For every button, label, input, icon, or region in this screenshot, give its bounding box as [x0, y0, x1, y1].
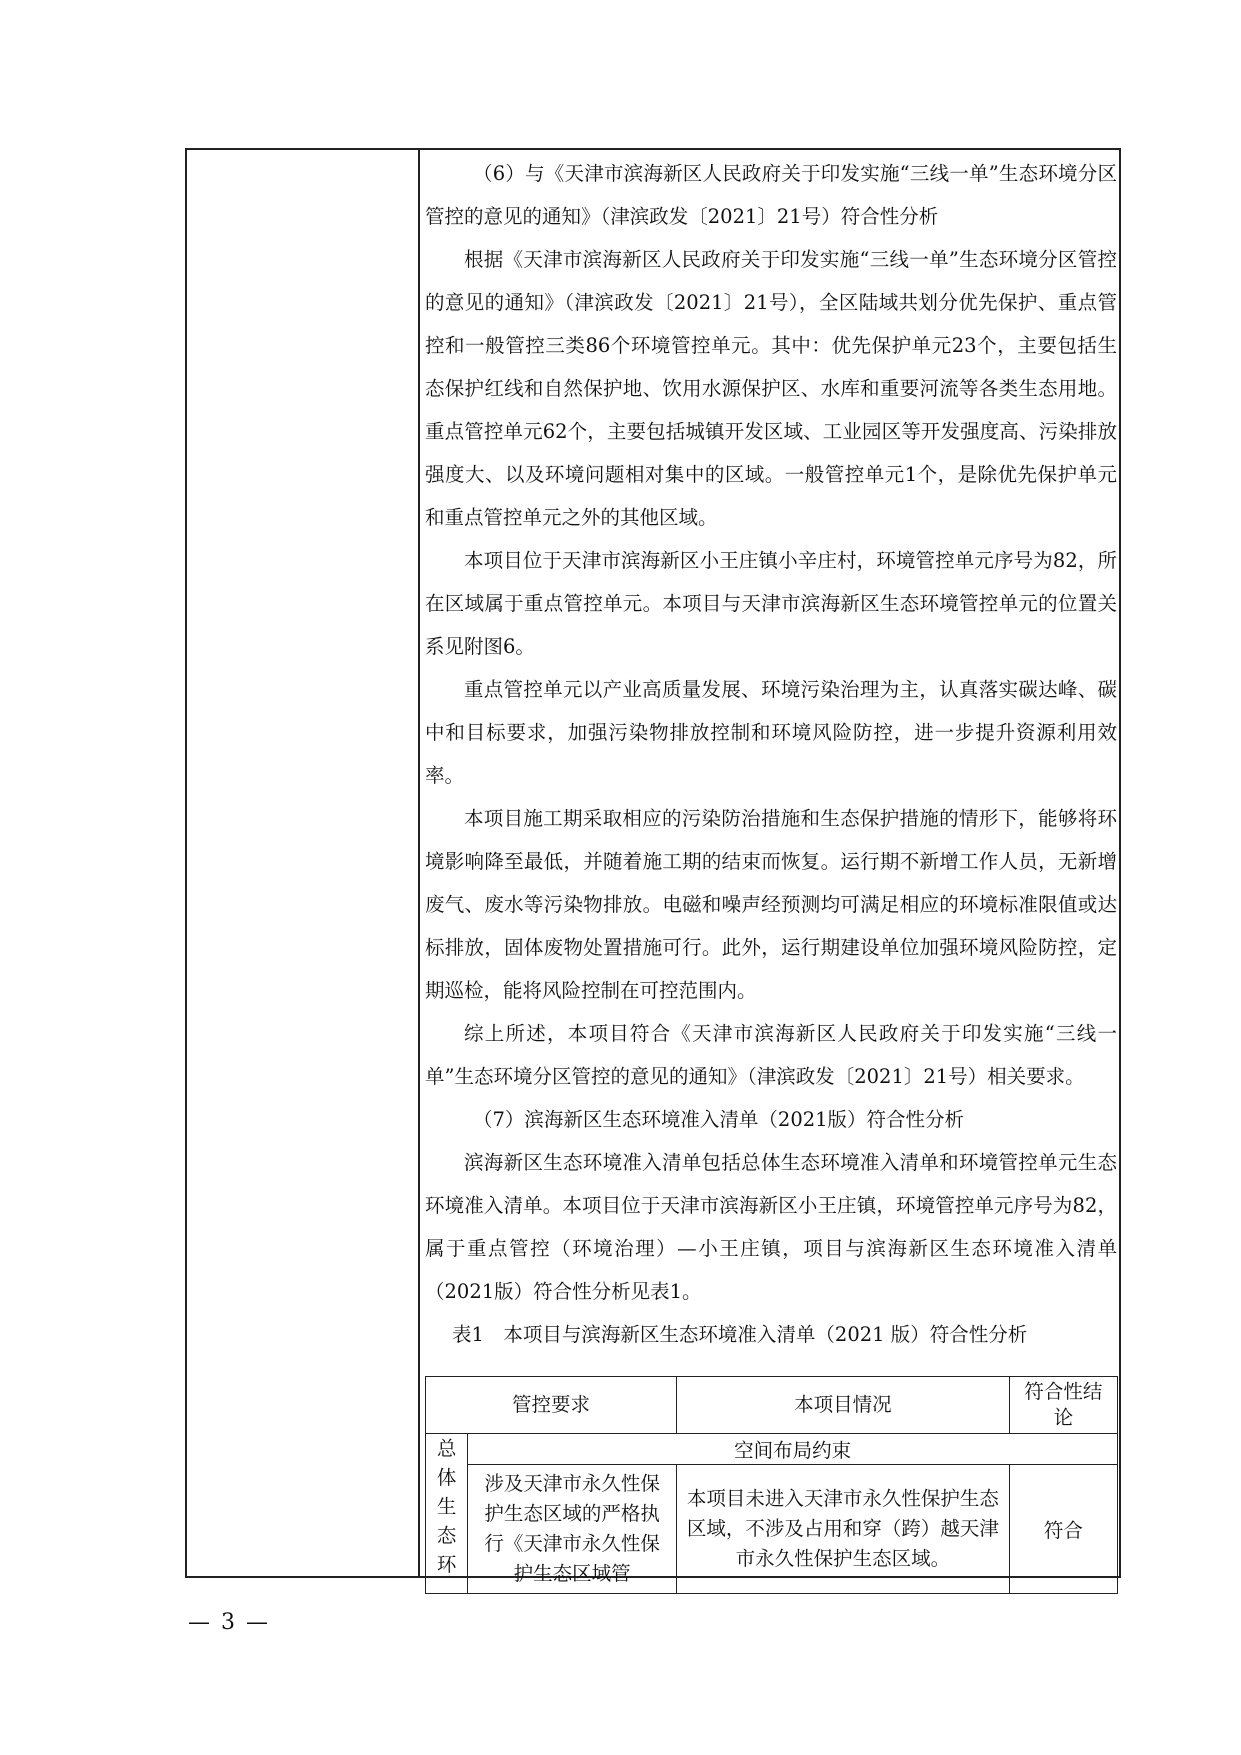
table-row	[426, 1465, 1118, 1594]
header-conclusion: 符合性结论	[1009, 1377, 1117, 1434]
section-title: 空间布局约束	[468, 1434, 1118, 1465]
content-column	[422, 152, 1119, 1356]
paragraph-heading-6: （6）与《天津市滨海新区人民政府关于印发实施“三线一单”生态环境分区管控的意见的通知》（津滨政发〔2021〕21号）符合性分析	[425, 162, 1117, 228]
left-label-column	[187, 150, 420, 1576]
paragraph-body: 本项目施工期采取相应的污染防治措施和生态保护措施的情形下，能够将环境影响降至最低，并随着施工期的结束而恢复。运行期不新增工作人员，无新增废气、废水等污染物排放。电磁和噪声经预测均可满足相应的环境标准限值或达标排放，固体废物处置措施可行。此外，运行期建设单位加强环境风险防控，定期巡检，能将风险控制在可控范围内。	[425, 807, 1117, 1002]
page-number: — 3 —	[188, 1610, 270, 1635]
paragraph-body: 综上所述，本项目符合《天津市滨海新区人民政府关于印发实施“三线一单”生态环境分区管控的意见的通知》（津滨政发〔2021〕21号）相关要求。	[425, 1022, 1117, 1088]
paragraph-body: 根据《天津市滨海新区人民政府关于印发实施“三线一单”生态环境分区管控的意见的通知》（津滨政发〔2021〕21号），全区陆域共划分优先保护、重点管控和一般管控三类86个环境管控单元。其中：优先保护单元23个，主要包括生态保护红线和自然保护地、饮用水源保护区、水库和重要河流等各类生态用地。重点管控单元62个，主要包括城镇开发区域、工业园区等开发强度高、污染排放强度大、以及环境问题相对集中的区域。一般管控单元1个，是除优先保护单元和重点管控单元之外的其他区域。	[425, 248, 1117, 529]
vertical-label: 总体生态环	[436, 1437, 457, 1576]
page-frame	[185, 148, 1121, 1585]
header-requirement: 管控要求	[426, 1377, 677, 1434]
table-header-row	[426, 1377, 1118, 1434]
cell-requirement: 涉及天津市永久性保护生态区域的严格执行《天津市永久性保护生态区域管	[468, 1465, 677, 1594]
table-caption: 表1 本项目与滨海新区生态环境准入清单（2021 版）符合性分析	[452, 1323, 1028, 1346]
vertical-label-cell	[426, 1434, 468, 1594]
paragraph-body: 滨海新区生态环境准入清单包括总体生态环境准入清单和环境管控单元生态环境准入清单。本项目位于天津市滨海新区小王庄镇，环境管控单元序号为82，属于重点管控（环境治理）—小王庄镇，项目与滨海新区生态环境准入清单（2021版）符合性分析见表1。	[425, 1151, 1117, 1303]
paragraph-body: 重点管控单元以产业高质量发展、环境污染治理为主，认真落实碳达峰、碳中和目标要求，加强污染物排放控制和环境风险防控，进一步提升资源利用效率。	[425, 678, 1117, 787]
compliance-table	[425, 1376, 1118, 1594]
paragraph-heading-7: （7）滨海新区生态环境准入清单（2021版）符合性分析	[473, 1108, 965, 1131]
paragraph-body: 本项目位于天津市滨海新区小王庄镇小辛庄村，环境管控单元序号为82，所在区域属于重点管控单元。本项目与天津市滨海新区生态环境管控单元的位置关系见附图6。	[425, 549, 1117, 658]
table-section-row	[426, 1434, 1118, 1465]
cell-conclusion: 符合	[1009, 1465, 1117, 1594]
header-situation: 本项目情况	[677, 1377, 1010, 1434]
cell-situation: 本项目未进入天津市永久性保护生态区域，不涉及占用和穿（跨）越天津市永久性保护生态区域。	[677, 1465, 1010, 1594]
